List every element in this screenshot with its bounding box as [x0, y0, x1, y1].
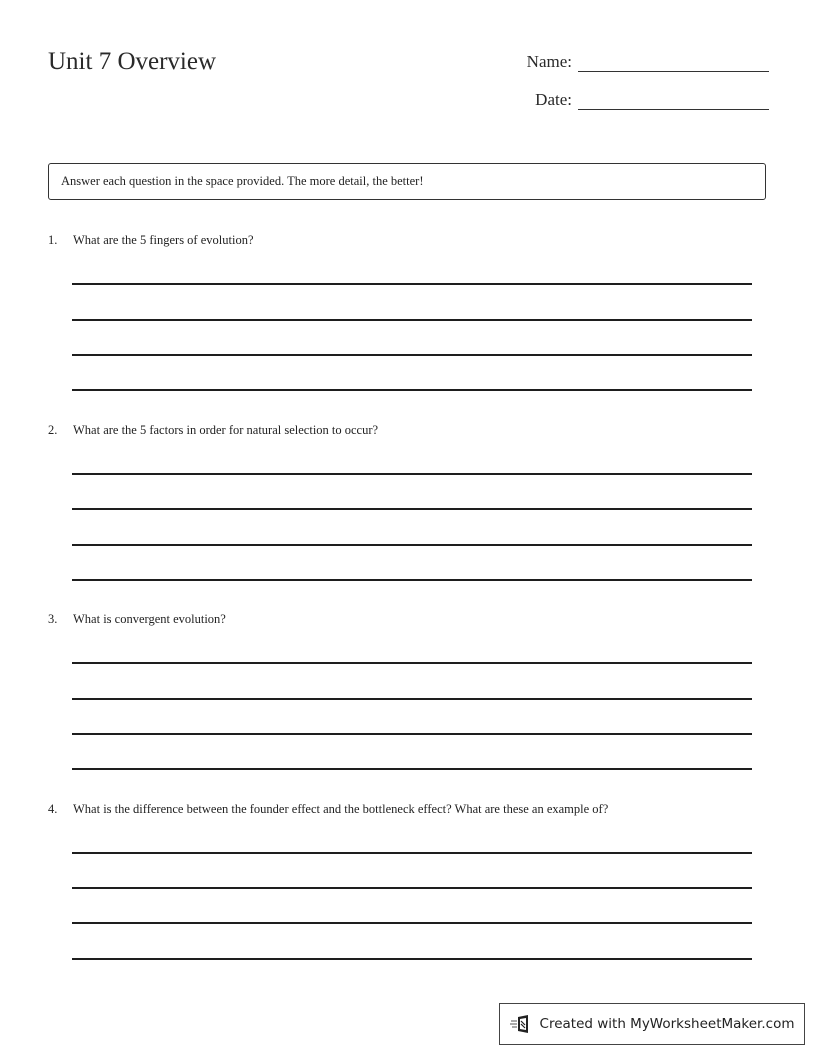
date-input-line[interactable]	[578, 91, 769, 110]
answer-line[interactable]	[72, 852, 752, 854]
question-number: 1.	[48, 233, 58, 247]
answer-line[interactable]	[72, 958, 752, 960]
question-text: What is the difference between the founder effect and the bottleneck effect? What are these an example of?	[73, 802, 609, 816]
question-text: What are the 5 factors in order for natural selection to occur?	[73, 423, 379, 437]
answer-line[interactable]	[72, 354, 752, 356]
answer-line[interactable]	[72, 473, 752, 475]
answer-line[interactable]	[72, 508, 752, 510]
question-2	[48, 423, 378, 438]
name-field	[512, 52, 769, 72]
question-3	[48, 612, 226, 627]
answer-line[interactable]	[72, 662, 752, 664]
instructions-box: Answer each question in the space provided. The more detail, the better!	[48, 163, 766, 200]
date-field	[512, 90, 769, 110]
answer-line[interactable]	[72, 389, 752, 391]
question-text: What is convergent evolution?	[73, 612, 226, 626]
worksheet-logo-icon	[510, 1013, 532, 1035]
page-title: Unit 7 Overview	[48, 48, 217, 75]
answer-line[interactable]	[72, 283, 752, 285]
question-number: 4.	[48, 802, 58, 816]
answer-line[interactable]	[72, 579, 752, 581]
question-number: 3.	[48, 612, 58, 626]
answer-line[interactable]	[72, 887, 752, 889]
question-number: 2.	[48, 423, 58, 437]
answer-line[interactable]	[72, 544, 752, 546]
answer-line[interactable]	[72, 319, 752, 321]
question-text: What are the 5 fingers of evolution?	[73, 233, 254, 247]
answer-line[interactable]	[72, 733, 752, 735]
date-label: Date:	[535, 90, 572, 109]
name-label: Name:	[526, 52, 572, 71]
answer-line[interactable]	[72, 768, 752, 770]
answer-line[interactable]	[72, 698, 752, 700]
question-4	[48, 802, 608, 817]
name-input-line[interactable]	[578, 53, 769, 72]
footer-text: Created with MyWorksheetMaker.com	[539, 1016, 795, 1032]
footer-badge[interactable]	[499, 1003, 805, 1045]
question-1	[48, 233, 254, 248]
answer-line[interactable]	[72, 922, 752, 924]
